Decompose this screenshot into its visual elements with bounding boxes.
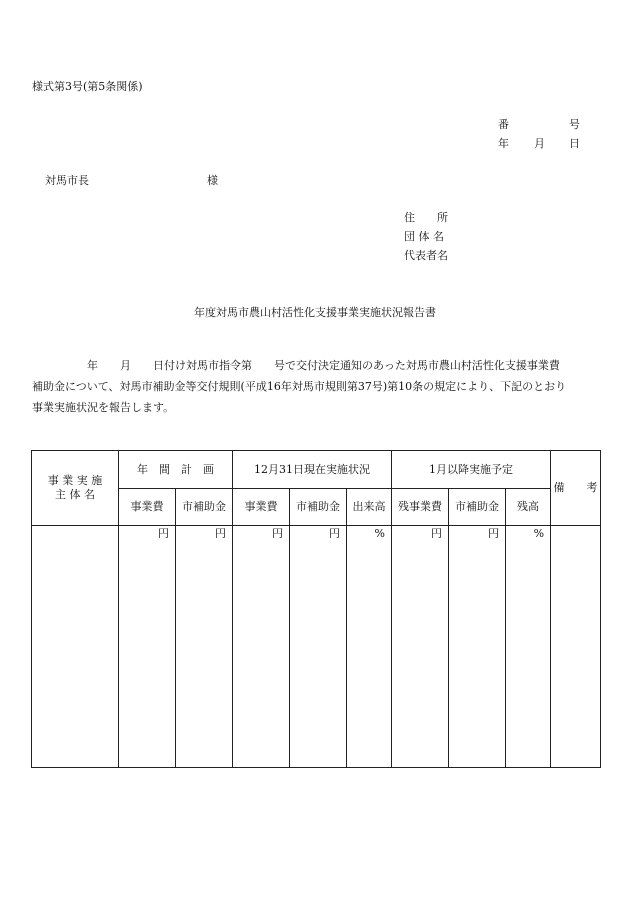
remarks-cell (551, 526, 601, 768)
sub-header: 市補助金 (290, 489, 347, 526)
entity-cell (32, 526, 119, 768)
date-day-label: 日 (569, 137, 580, 150)
sender-group-label: 団 体 名 (404, 230, 444, 243)
sub-header: 残高 (506, 489, 551, 526)
jan-onward-header: 1月以降実施予定 (392, 451, 551, 489)
annual-plan-header: 年 間 計 画 (119, 451, 233, 489)
sub-header: 市補助金 (176, 489, 233, 526)
addressee-honorific: 様 (207, 174, 218, 187)
entity-header (32, 451, 119, 526)
form-number: 様式第3号(第5条関係) (32, 80, 143, 93)
sender-address-label: 住 所 (404, 211, 448, 224)
remarks-header: 備 考 (551, 451, 601, 526)
date-month-label: 月 (534, 137, 545, 150)
entity-header-line-2: 主 体 名 (55, 488, 95, 501)
document-title: 年度対馬市農山村活性化支援事業実施状況報告書 (194, 306, 436, 319)
unit-cell: % (506, 526, 551, 768)
sub-header: 事業費 (119, 489, 176, 526)
report-table (31, 450, 601, 768)
body-line-2: 補助金について、対馬市補助金等交付規則(平成16年対馬市規則第37号)第10条の規定により、下記のとおり (32, 380, 567, 393)
sub-header: 事業費 (233, 489, 290, 526)
unit-cell: 円 (449, 526, 506, 768)
date-year-label: 年 (498, 137, 509, 150)
unit-cell: 円 (392, 526, 449, 768)
entity-header-line-1: 事 業 実 施 (47, 474, 103, 487)
sub-header: 出来高 (347, 489, 392, 526)
number-label-ban: 番 (498, 118, 509, 131)
sender-representative-label: 代表者名 (404, 249, 448, 262)
unit-cell: 円 (119, 526, 176, 768)
dec31-status-header: 12月31日現在実施状況 (233, 451, 392, 489)
body-line-1: 年 月 日付け対馬市指令第 号で交付決定通知のあった対馬市農山村活性化支援事業費 (32, 359, 560, 372)
sub-header: 残事業費 (392, 489, 449, 526)
body-line-3: 事業実施状況を報告します。 (32, 401, 175, 414)
sub-header: 市補助金 (449, 489, 506, 526)
number-label-go: 号 (569, 118, 580, 131)
unit-cell: 円 (233, 526, 290, 768)
unit-cell: % (347, 526, 392, 768)
unit-cell: 円 (290, 526, 347, 768)
addressee-mayor: 対馬市長 (45, 174, 89, 187)
unit-cell: 円 (176, 526, 233, 768)
